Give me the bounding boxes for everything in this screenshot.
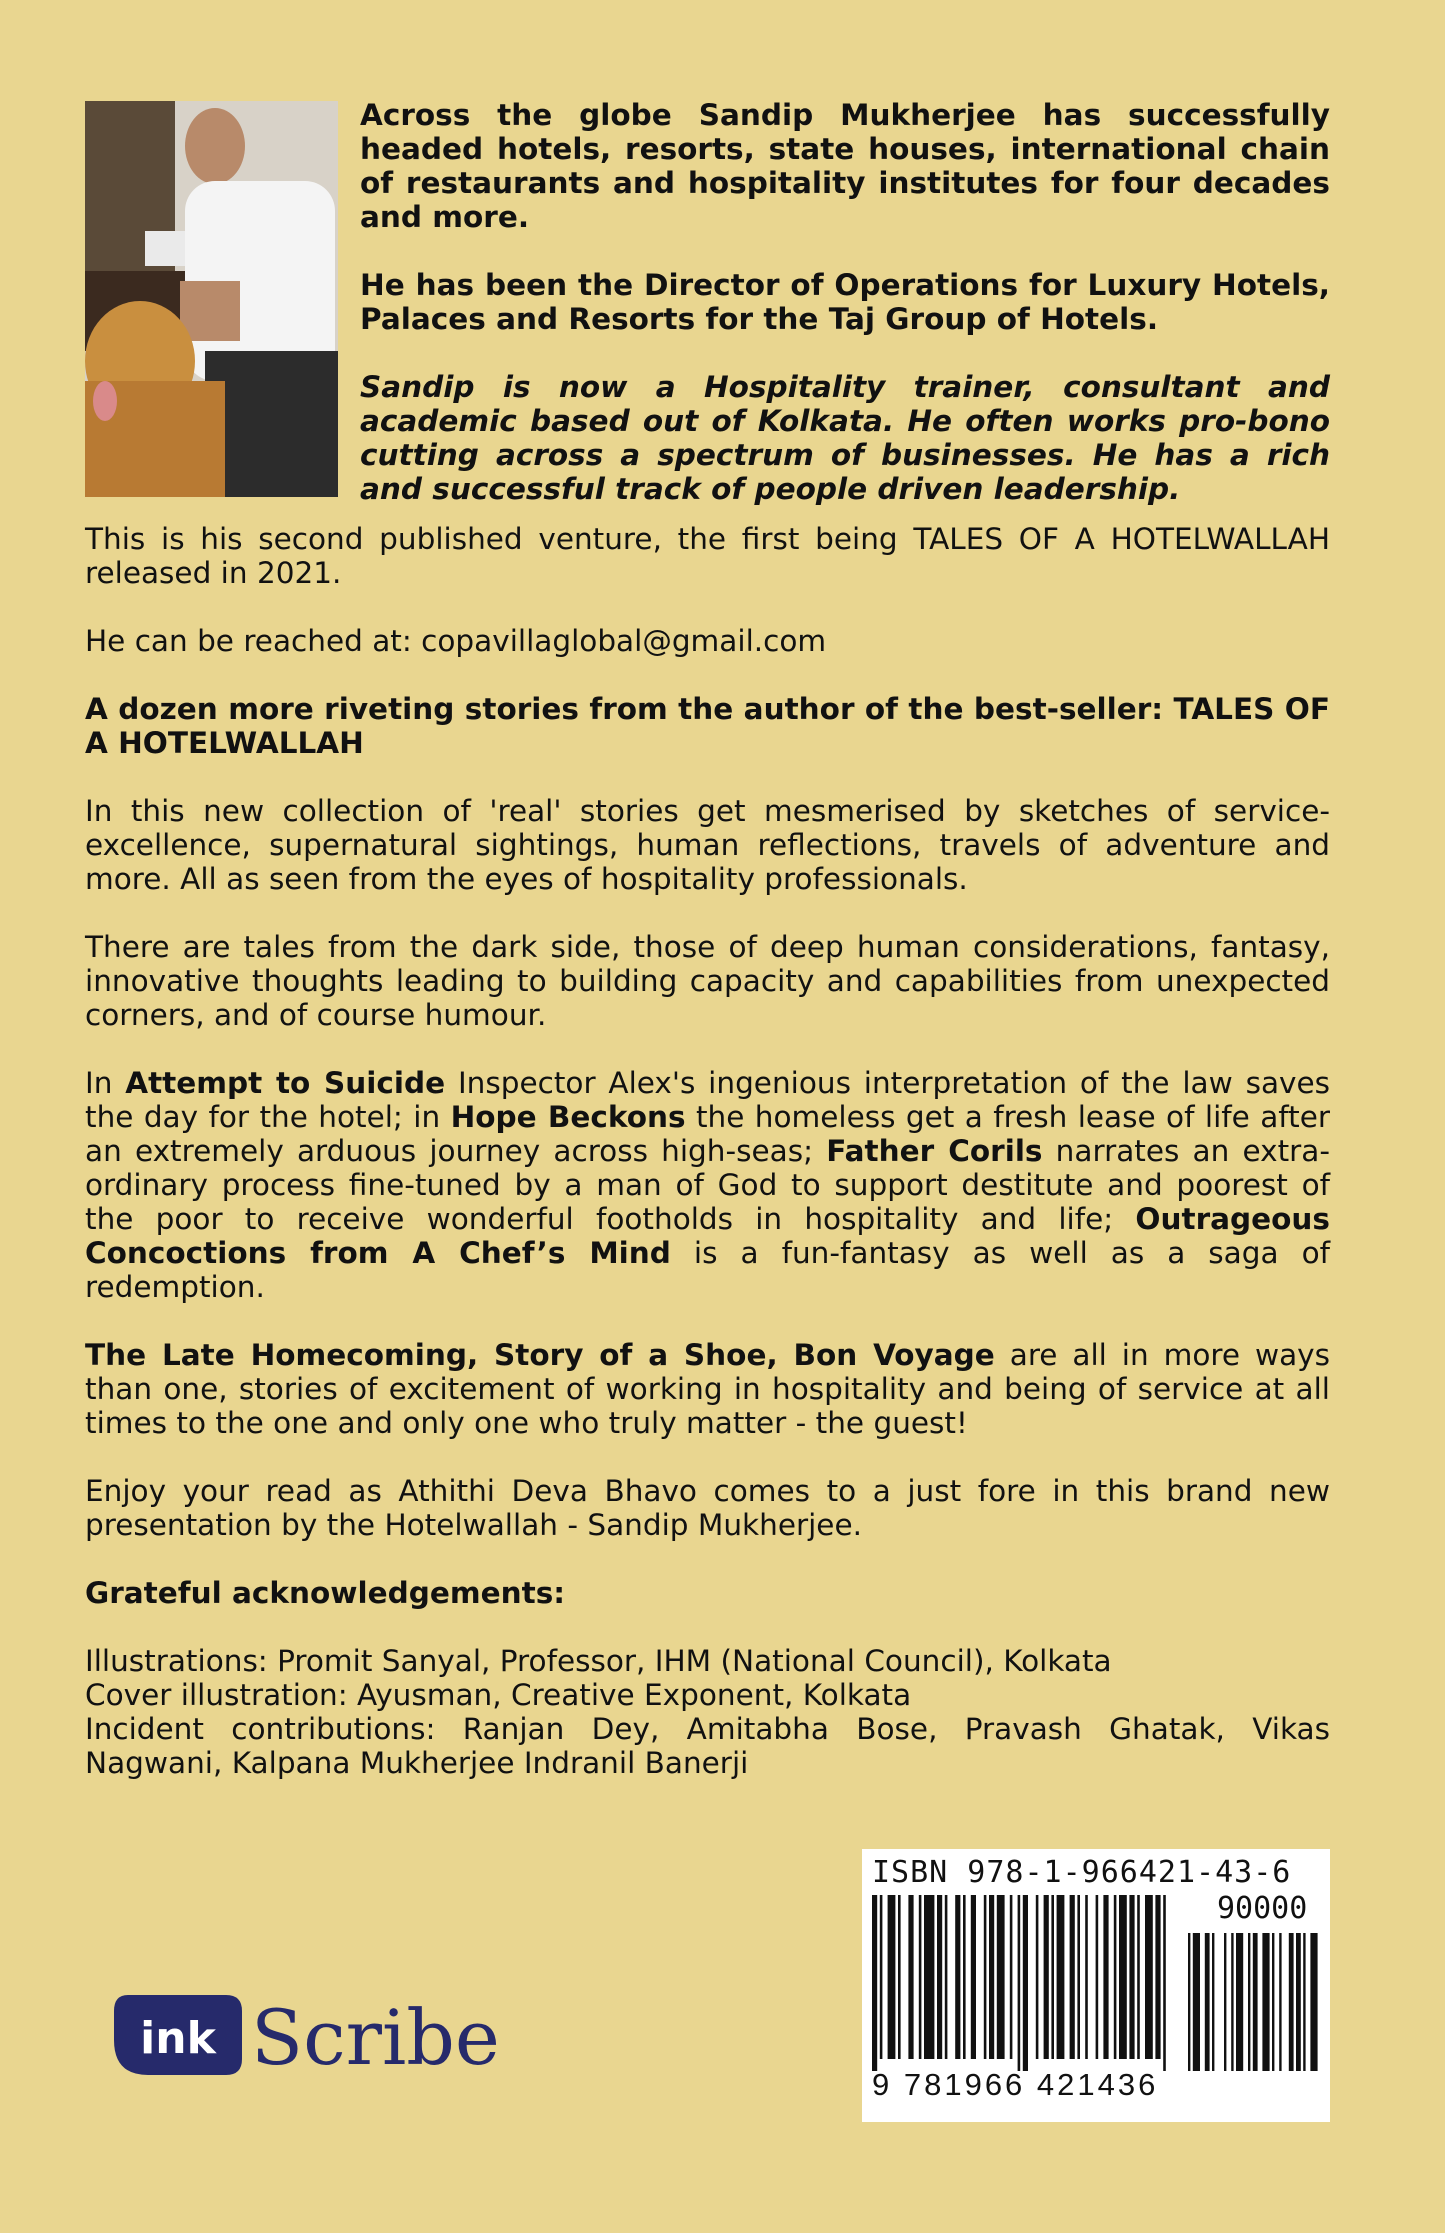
author-bio: [360, 98, 1330, 540]
barcode-bar: [955, 1895, 960, 2059]
addon-bar: [1193, 1933, 1200, 2071]
story-titles-late-homecoming: The Late Homecoming, Story of a Shoe, Bon Voyage: [85, 1338, 995, 1372]
isbn-label: ISBN 978-1-966421-43-6: [872, 1855, 1292, 1890]
logo-wordmark: Scribe: [251, 1993, 500, 2082]
collection-text: In this new collection of 'real' stories get mesmerised by sketches of service-excellence, supernatural sightings, human reflections, travels of adventure and more. All as seen from the eyes of hospitality professionals.: [85, 794, 1330, 896]
second-venture-text: This is his second published venture, the first being TALES OF A HOTELWALLAH released in 2021.: [85, 522, 1330, 590]
barcode-bar: [1119, 1895, 1127, 2059]
barcode-bar: [984, 1895, 987, 2059]
ack-line-cover: Cover illustration: Ayusman, Creative Exponent, Kolkata: [85, 1678, 912, 1712]
barcode-bar: [1018, 1895, 1021, 2071]
barcode-bar: [1129, 1895, 1134, 2059]
barcode-bar: [1077, 1895, 1080, 2059]
story-title-father-corils: Father Corils: [826, 1134, 1043, 1168]
story-text-3: narrates an extra-ordinary process fine-tuned by a man of God to support destitute and poorest of the poor to receive wonderful footholds in hospitality and life;: [85, 1134, 1330, 1236]
enjoy-text: Enjoy your read as Athithi Deva Bhavo comes to a just fore in this brand new presentation by the Hotelwallah - Sandip Mukherjee.: [85, 1474, 1330, 1542]
barcode-bar: [1085, 1895, 1088, 2059]
barcode-bar: [1163, 1895, 1166, 2071]
bio-paragraph-3: Sandip is now a Hospitality trainer, consultant and academic based out of Kolkata. He often works pro-bono cutting across a spectrum of businesses. He has a rich and successful track of people driven leadership.: [360, 370, 1330, 506]
addon-bar: [1303, 1933, 1305, 2071]
addon-bar: [1212, 1933, 1214, 2071]
story-title-outrageous-concoctions: Outrageous Concoctions from A Chef’s Mind: [85, 1202, 1330, 1270]
story-text-4: is a fun-fantasy as well as a saga of redemption.: [85, 1236, 1331, 1304]
barcode-bar: [1036, 1895, 1039, 2059]
contact-text: He can be reached at: copavillaglobal@gmail.com: [85, 624, 827, 658]
barcode-bar: [1051, 1895, 1054, 2059]
barcode-bar: [971, 1895, 976, 2059]
tales-text: There are tales from the dark side, those of deep human considerations, fantasy, innovative thoughts leading to building capacity and capabilities from unexpected corners, and of course humour.: [85, 930, 1330, 1032]
tagline: A dozen more riveting stories from the author of the best-seller: TALES OF A HOTELWALLAH: [85, 692, 1330, 760]
barcode-bar: [997, 1895, 1005, 2059]
stories-lead: In: [85, 1066, 126, 1100]
ink-logo-mark-icon: [108, 1985, 246, 2085]
addon-bar: [1253, 1933, 1258, 2071]
addon-bar: [1310, 1933, 1317, 2071]
addon-bar: [1205, 1933, 1210, 2071]
barcode-bar: [1044, 1895, 1049, 2059]
barcode-bar: [1155, 1895, 1160, 2059]
barcode-bar: [989, 1895, 994, 2059]
addon-bar: [1236, 1933, 1243, 2071]
author-photo: [85, 101, 338, 497]
stories-paragraph: [85, 1066, 1330, 1304]
late-homecoming-text: are all in more ways than one, stories of excitement of working in hospitality and being of service at all times to the one and only one who truly matter - the guest!: [85, 1338, 1330, 1440]
barcode-bar: [908, 1895, 913, 2059]
addon-bar: [1289, 1933, 1294, 2071]
isbn-barcode: [862, 1849, 1330, 2122]
barcode-bar: [1096, 1895, 1099, 2059]
addon-bar: [1296, 1933, 1301, 2071]
barcode-bar: [1114, 1895, 1117, 2059]
bio-paragraph-2: He has been the Director of Operations for Luxury Hotels, Palaces and Resorts for the Taj Group of Hotels.: [360, 268, 1330, 336]
barcode-bar: [1103, 1895, 1108, 2059]
barcode-bar: [945, 1895, 948, 2059]
barcode-bar: [880, 1895, 883, 2059]
story-title-attempt-to-suicide: Attempt to Suicide: [125, 1066, 446, 1100]
ack-line-illustrations: Illustrations: Promit Sanyal, Professor, IHM (National Council), Kolkata: [85, 1644, 1112, 1678]
bio-paragraph-1: Across the globe Sandip Mukherjee has successfully headed hotels, resorts, state houses, international chain of restaurants and hospitality institutes for four decades and more.: [360, 98, 1330, 234]
barcode-bar: [898, 1895, 901, 2059]
story-text-1: Inspector Alex's ingenious interpretation of the law saves the day for the hotel; in: [85, 1066, 1331, 1134]
barcode-bar: [1137, 1895, 1140, 2059]
barcode-bar: [1010, 1895, 1013, 2059]
barcode-bar: [937, 1895, 942, 2059]
late-homecoming-paragraph: [85, 1338, 1330, 1440]
publisher-logo: [108, 1985, 528, 2085]
addon-bar: [1262, 1933, 1269, 2071]
barcode-bar: [872, 1895, 877, 2071]
barcode-bar: [1070, 1895, 1075, 2059]
blurb: [85, 522, 1330, 1780]
addon-bar: [1279, 1933, 1281, 2071]
logo-mark-text: ink: [140, 2013, 216, 2064]
barcode-bar: [924, 1895, 934, 2059]
author-photo-image: [85, 101, 338, 497]
barcode-addon-digits: 90000: [1217, 1891, 1308, 1926]
barcode-bar: [1145, 1895, 1153, 2059]
story-text-2: the homeless get a fresh lease of life after an extremely arduous journey across high-seas;: [85, 1100, 1331, 1168]
story-title-hope-beckons: Hope Beckons: [450, 1100, 686, 1134]
barcode-bar: [919, 1895, 922, 2059]
addon-bar: [1231, 1933, 1233, 2071]
addon-bar: [1188, 1933, 1190, 2071]
barcode-bar: [963, 1895, 966, 2059]
acknowledgements-heading: Grateful acknowledgements:: [85, 1576, 566, 1610]
ack-line-incidents: Incident contributions: Ranjan Dey, Amitabha Bose, Pravash Ghatak, Vikas Nagwani, Kalpana Mukherjee Indranil Banerji: [85, 1712, 1330, 1780]
barcode-ean-digits: 9 781966 421436: [872, 2067, 1159, 2102]
addon-bar: [1224, 1933, 1226, 2071]
barcode-bar: [1023, 1895, 1028, 2071]
barcode-bar: [888, 1895, 896, 2059]
addon-bar: [1248, 1933, 1250, 2071]
barcode-bar: [1057, 1895, 1065, 2059]
addon-bar: [1272, 1933, 1274, 2071]
